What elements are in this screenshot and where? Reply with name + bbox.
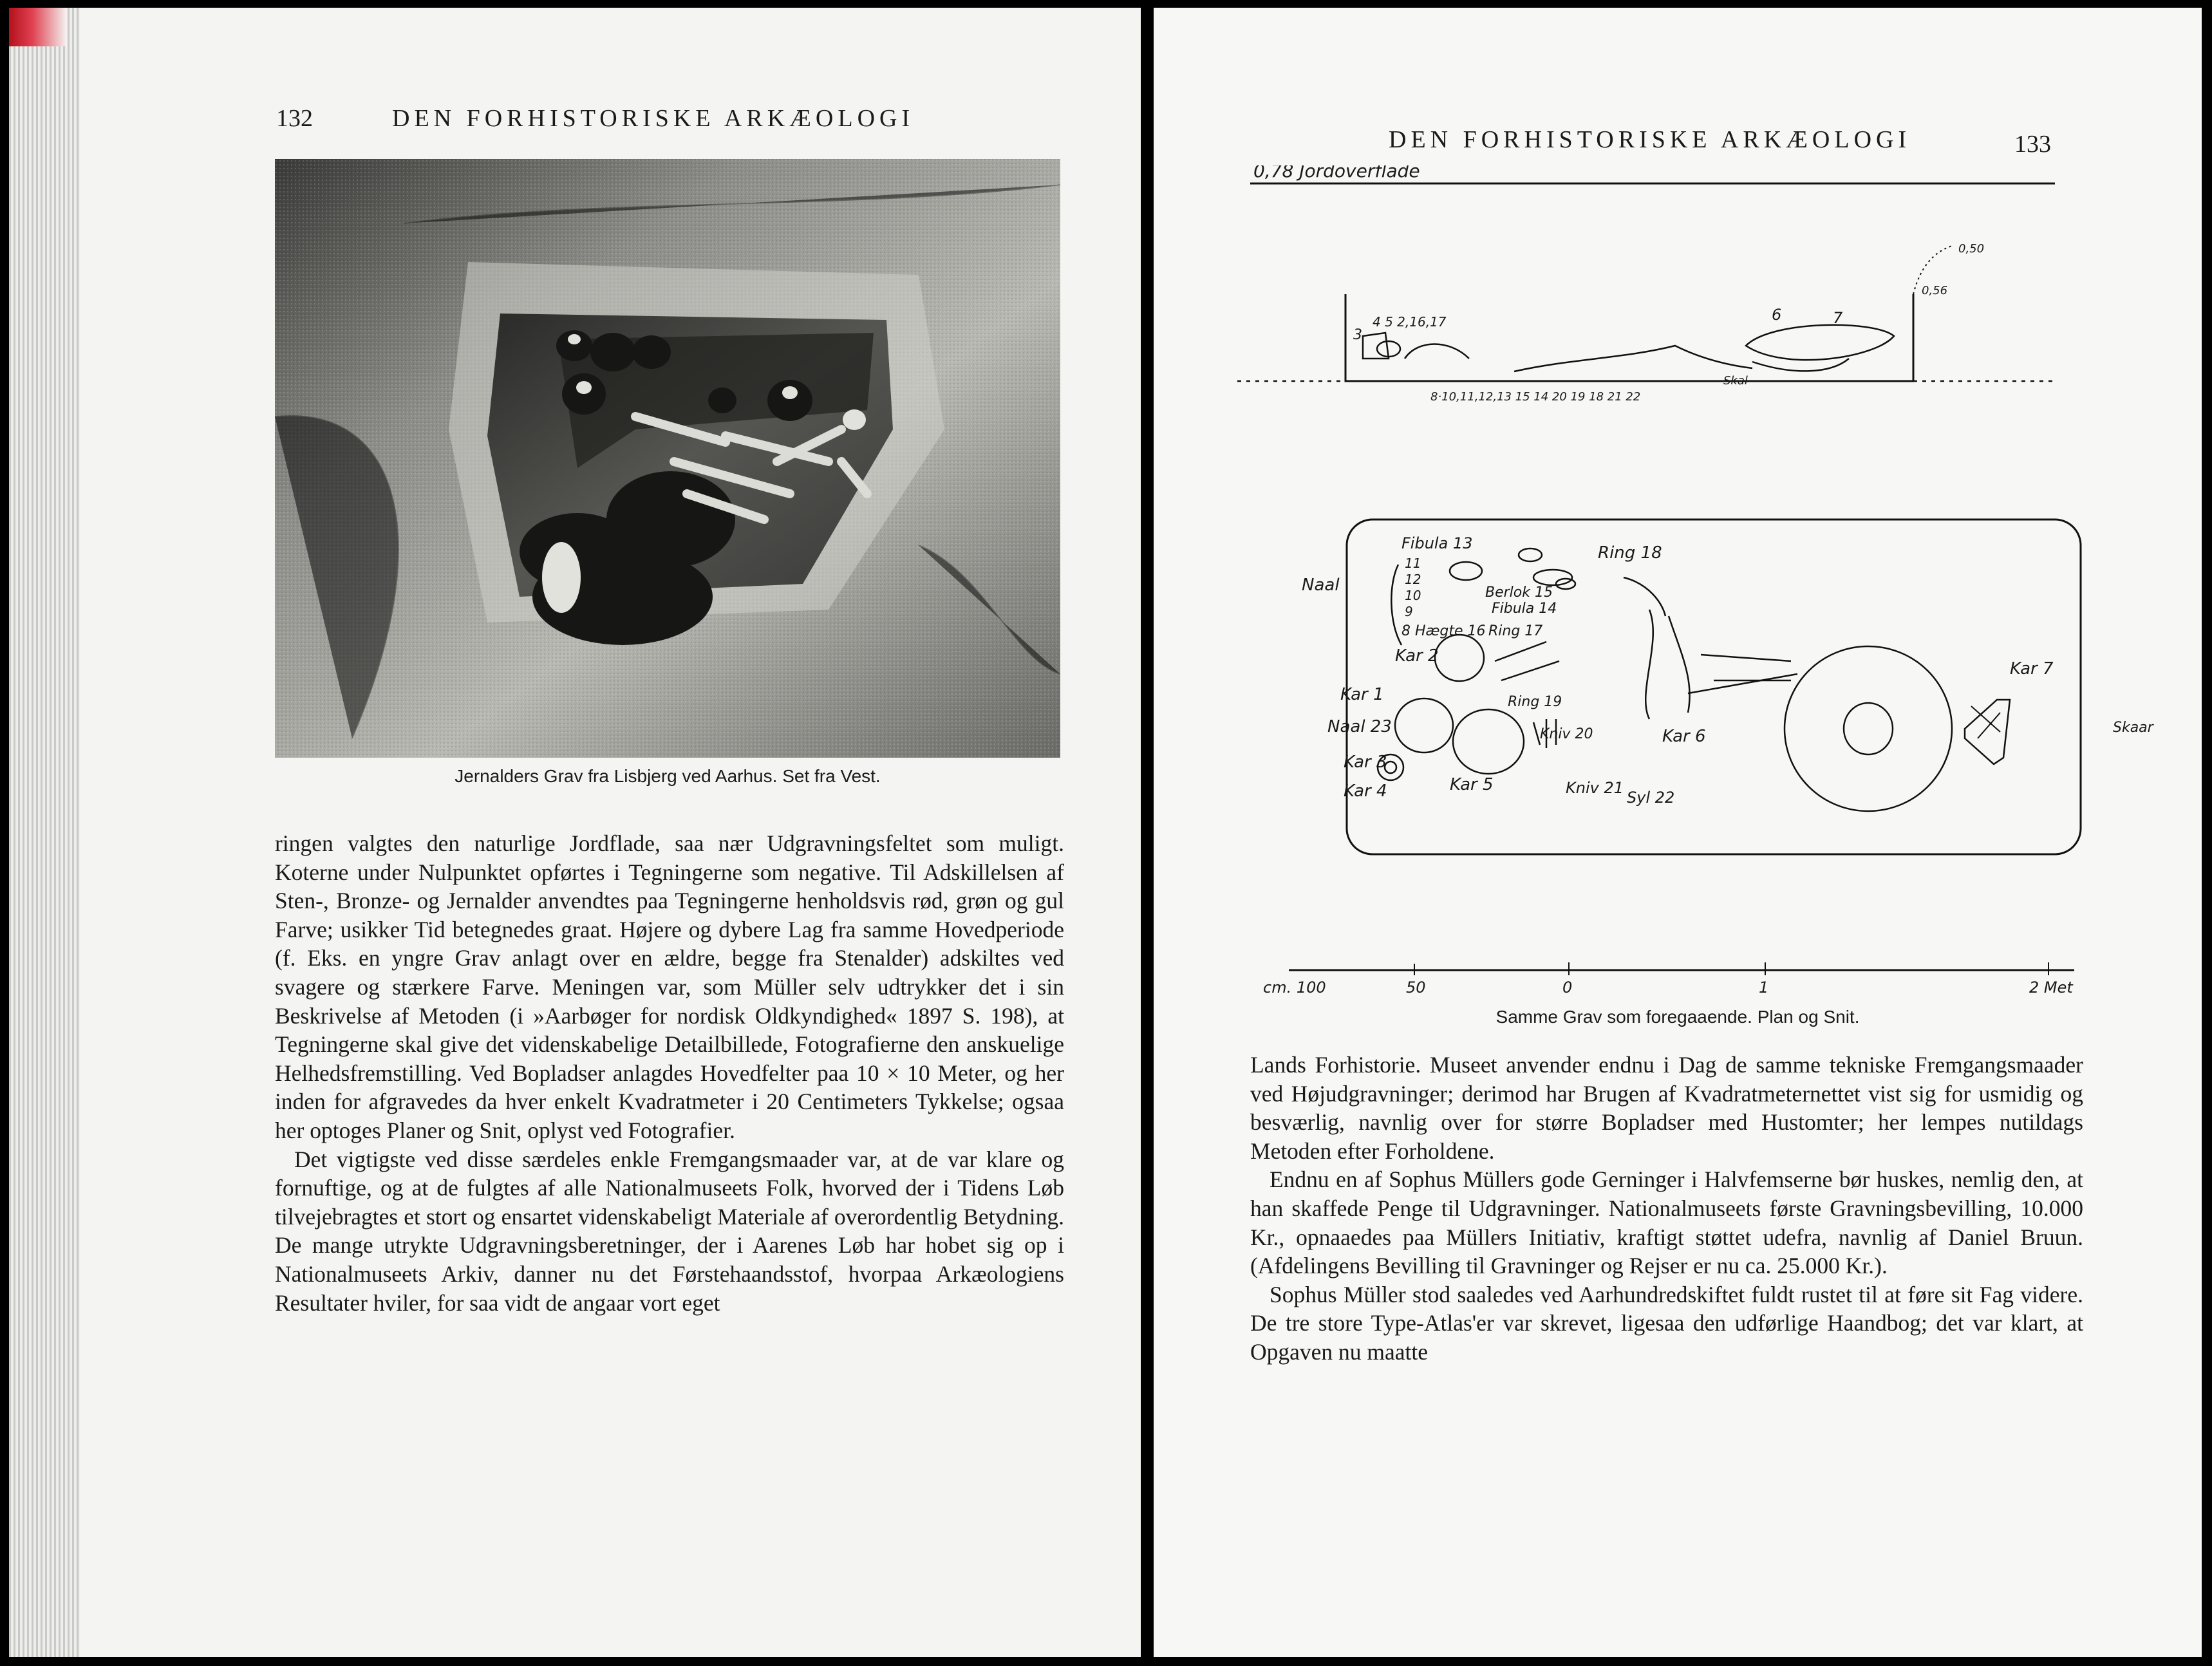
- running-head-left: DEN FORHISTORISKE ARKÆOLOGI: [392, 105, 915, 132]
- label-ring17: Ring 17: [1488, 623, 1543, 639]
- section-numbers-bottom: 8·10,11,12,13 15 14 20 19 18 21 22: [1430, 390, 1641, 404]
- scale-cm-label: cm. 100: [1263, 978, 1326, 996]
- label-syl22: Syl 22: [1627, 789, 1675, 807]
- paragraph: ringen valgtes den naturlige Jordflade, saa nær Udgravningsfeltet som muligt. Koterne under Nulpunktet opførtes i Tegningerne som negative. Til Adskillelsen af Sten-, Bronze- og Jernalder anvendtes paa Tegningerne henholdsvis rød, grøn og gul Farve; usikker Tid betegnedes graat. Højere og dybere Lag fra samme Hovedperiode (f. Eks. en yngre Grav anlagt over en ældre, begge fra Stenalder) adskiltes ved svagere og stærkere Farve. Meningen var, som Müller selv udtrykker det i sin Beskrivelse af Metoden (i »Aarbøger for nordisk Oldkyndighed« 1897 S. 198), at Tegningerne skal give det videnskabelige Detailbillede, Fotografierne den anskuelige Helhedsfremstilling. Ved Bopladser anlagdes Hovedfelter paa 10 × 10 Meter, og her inden for afgravedes da hver enkelt Kvadratmeter i 20 Centimeters Tykkelse; ogsaa her optoges Planer og Snit, oplyst ved Fotografier.: [275, 830, 1064, 1143]
- paragraph: Det vigtigste ved disse særdeles enkle Fremgangsmaader var, at de var klare og fornuftige, og at de fulgtes af alle Nationalmuseets Folk, hvorved der i Tidens Løb tilvejebragtes et stort og ensartet videnskabeligt Materiale af overordentlig Betydning. De mange utrykte Udgravningsberetninger, der i Aarenes Løb har hobet sig op i Nationalmuseets Arkiv, danner nu det Førstehaandsstof, hvorpaa Arkæologiens Resultater hviler, for saa vidt de angaar vort eget: [275, 1146, 1064, 1316]
- paragraph: Sophus Müller stod saaledes ved Aarhundredskiftet fuldt rustet til at føre sit Fag videre. De tre store Type-Atlas'er var skrevet, ligesaa den udførlige Haandbog; det var klart, at Opgaven nu maatte: [1250, 1281, 2083, 1365]
- section-depth-2: 0,56: [1922, 284, 1948, 297]
- label-kar4: Kar 4: [1344, 782, 1387, 801]
- paragraph: Lands Forhistorie. Museet anvender endnu i Dag de samme tekniske Fremgangsmaader ved Højudgravninger; derimod har Brugen af Kvadratmeternettet vist sig for usmidig og besværlig, navnlig over for større Bopladser med Hustomter; her lempes nutildags Metoden efter Forholdene.: [1250, 1052, 2083, 1164]
- label-kar2: Kar 2: [1395, 646, 1439, 666]
- label-ring19: Ring 19: [1508, 694, 1562, 710]
- label-naal: Naal: [1302, 576, 1340, 595]
- section-label-7: 7: [1833, 309, 1843, 327]
- label-12: 12: [1405, 572, 1421, 587]
- label-9: 9: [1405, 604, 1413, 619]
- bookmark-ribbon: [9, 8, 67, 46]
- label-kniv21: Kniv 21: [1566, 779, 1624, 797]
- running-head-right: DEN FORHISTORISKE ARKÆOLOGI: [1389, 126, 1911, 153]
- section-skal: Skal: [1723, 374, 1748, 388]
- label-kar5: Kar 5: [1450, 775, 1494, 794]
- label-fibula14: Fibula 14: [1492, 601, 1557, 617]
- label-ring18: Ring 18: [1598, 543, 1662, 563]
- right-body-text: [1250, 1051, 2083, 1367]
- label-kar1: Kar 1: [1340, 685, 1384, 704]
- label-kar3: Kar 3: [1344, 753, 1387, 772]
- plan-caption: Samme Grav som foregaaende. Plan og Snit.: [1495, 1007, 1860, 1027]
- label-kniv20: Kniv 20: [1540, 726, 1593, 742]
- label-naal23: Naal 23: [1327, 717, 1392, 736]
- grave-plan-and-section: [1237, 165, 2171, 996]
- section-surface-label: 0,78 Jordoverflade: [1253, 165, 1420, 182]
- section-label-3: 3: [1353, 327, 1362, 343]
- label-10: 10: [1405, 588, 1421, 603]
- section-label-6: 6: [1772, 306, 1782, 324]
- label-skaar: Skaar: [2113, 720, 2153, 736]
- label-kar6: Kar 6: [1662, 727, 1706, 746]
- scale-50-label: 50: [1406, 978, 1426, 996]
- label-fibula13: Fibula 13: [1401, 534, 1473, 552]
- label-haegte: 8 Hægte 16: [1401, 623, 1486, 639]
- scale-2-label: 2 Met: [2029, 978, 2073, 996]
- section-numbers-top: 4 5 2,16,17: [1373, 314, 1447, 330]
- page-edge-stack: [9, 8, 80, 1657]
- left-body-text: [275, 829, 1064, 1317]
- label-11: 11: [1405, 556, 1421, 571]
- left-page: [9, 8, 1141, 1657]
- section-depth-1: 0,50: [1958, 242, 1985, 256]
- photo-caption: Jernalders Grav fra Lisbjerg ved Aarhus. Set fra Vest.: [455, 766, 881, 786]
- scale-1-label: 1: [1759, 978, 1769, 996]
- paragraph: Endnu en af Sophus Müllers gode Gerninger i Halvfemserne bør huskes, nemlig den, at han skaffede Penge til Udgravninger. Nationalmuseets første Gravningsbevilling, 10.000 Kr., opnaaedes paa Müllers Initiativ, kraftigt støttet udefra, navnlig af Daniel Bruun. (Afdelingens Bevilling til Gravninger og Rejser er nu ca. 25.000 Kr.).: [1250, 1166, 2083, 1279]
- excavation-photo: [275, 159, 1060, 758]
- page-number-left: 132: [276, 105, 313, 132]
- right-page: [1154, 8, 2202, 1657]
- page-number-right: 133: [2014, 131, 2051, 158]
- scale-0-label: 0: [1562, 978, 1573, 996]
- label-kar7: Kar 7: [2010, 659, 2054, 679]
- label-berlok: Berlok 15: [1485, 585, 1553, 601]
